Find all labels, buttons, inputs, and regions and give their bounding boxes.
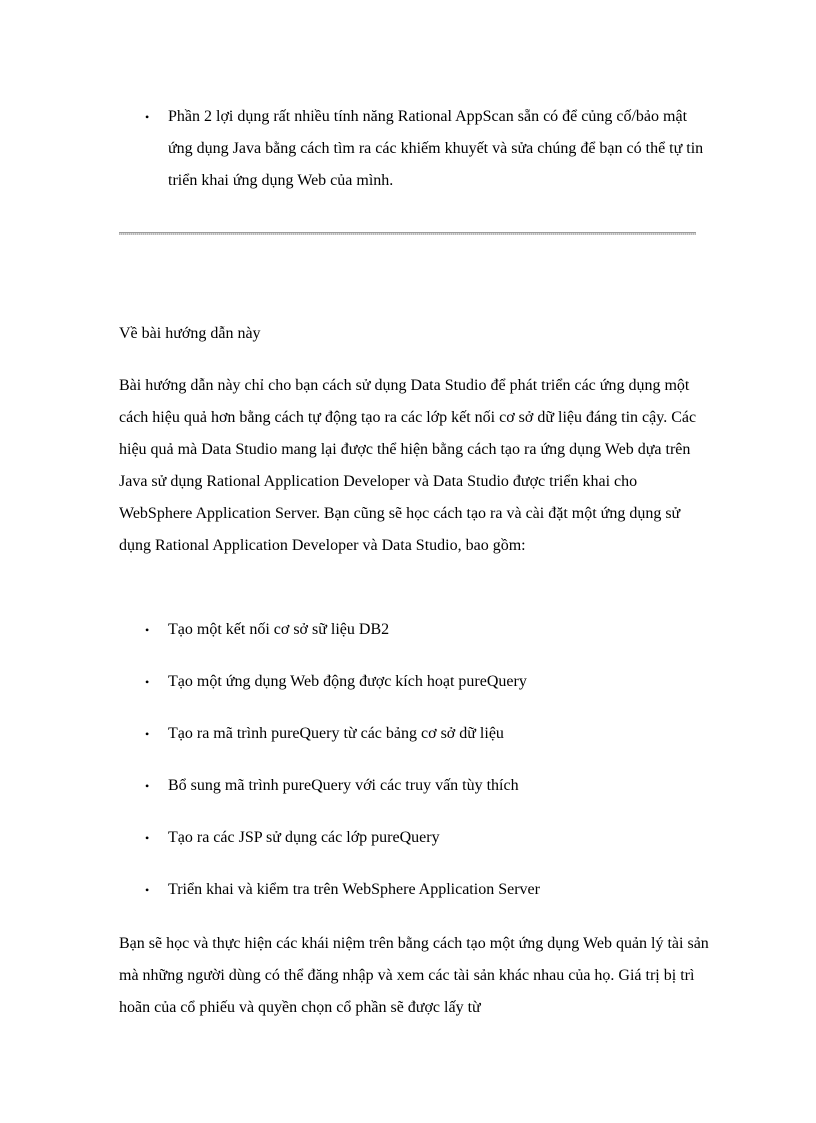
list-item-text: Triển khai và kiểm tra trên WebSphere Application Server xyxy=(168,881,540,898)
horizontal-divider xyxy=(119,232,696,235)
bullet-icon: • xyxy=(145,831,150,845)
paragraph: Bạn sẽ học và thực hiện các khái niệm trên bằng cách tạo một ứng dụng Web quản lý tài sản mà những người dùng có thể đăng nhập và xem các tài sản khác nhau của họ. Giá trị bị trì hoãn của cổ phiếu và quyền chọn cổ phần sẽ được lấy từ xyxy=(119,935,709,1016)
list-item xyxy=(145,614,705,666)
intro-bullet-list xyxy=(145,101,705,197)
list-item xyxy=(145,874,705,926)
list-item-text: Bổ sung mã trình pureQuery với các truy vấn tùy thích xyxy=(168,777,519,794)
bullet-icon: • xyxy=(145,675,150,689)
list-item xyxy=(145,822,705,874)
list-item-text: Tạo một kết nối cơ sở sữ liệu DB2 xyxy=(168,621,390,638)
list-item xyxy=(145,718,705,770)
bullet-icon: • xyxy=(145,883,150,897)
list-item-text: Tạo ra các JSP sử dụng các lớp pureQuery xyxy=(168,829,440,846)
list-item xyxy=(145,101,705,197)
bullet-icon: • xyxy=(145,779,150,793)
bullet-icon: • xyxy=(145,110,150,124)
bullet-icon: • xyxy=(145,727,150,741)
feature-list xyxy=(145,614,705,926)
list-item-text: Tạo một ứng dụng Web động được kích hoạt pureQuery xyxy=(168,673,527,690)
paragraph: Bài hướng dẫn này chỉ cho bạn cách sử dụng Data Studio để phát triển các ứng dụng một cách hiệu quả hơn bằng cách tự động tạo ra các lớp kết nối cơ sở dữ liệu đáng tin cậy. Các hiệu quả mà Data Studio mang lại được thể hiện bằng cách tạo ra ứng dụng Web dựa trên Java sử dụng Rational Application Developer và Data Studio được triển khai cho WebSphere Application Server. Bạn cũng sẽ học cách tạo ra và cài đặt một ứng dụng sử dụng Rational Application Developer và Data Studio, bao gồm: xyxy=(119,377,697,554)
list-item-text: Phần 2 lợi dụng rất nhiều tính năng Rational AppScan sẵn có để củng cố/bảo mật ứng dụng Java bằng cách tìm ra các khiếm khuyết và sửa chúng để bạn có thể tự tin triển khai ứng dụng Web của mình. xyxy=(168,108,704,189)
list-item xyxy=(145,666,705,718)
section-title: Về bài hướng dẫn này xyxy=(119,325,261,342)
list-item xyxy=(145,770,705,822)
bullet-icon: • xyxy=(145,623,150,637)
list-item-text: Tạo ra mã trình pureQuery từ các bảng cơ sở dữ liệu xyxy=(168,725,504,742)
